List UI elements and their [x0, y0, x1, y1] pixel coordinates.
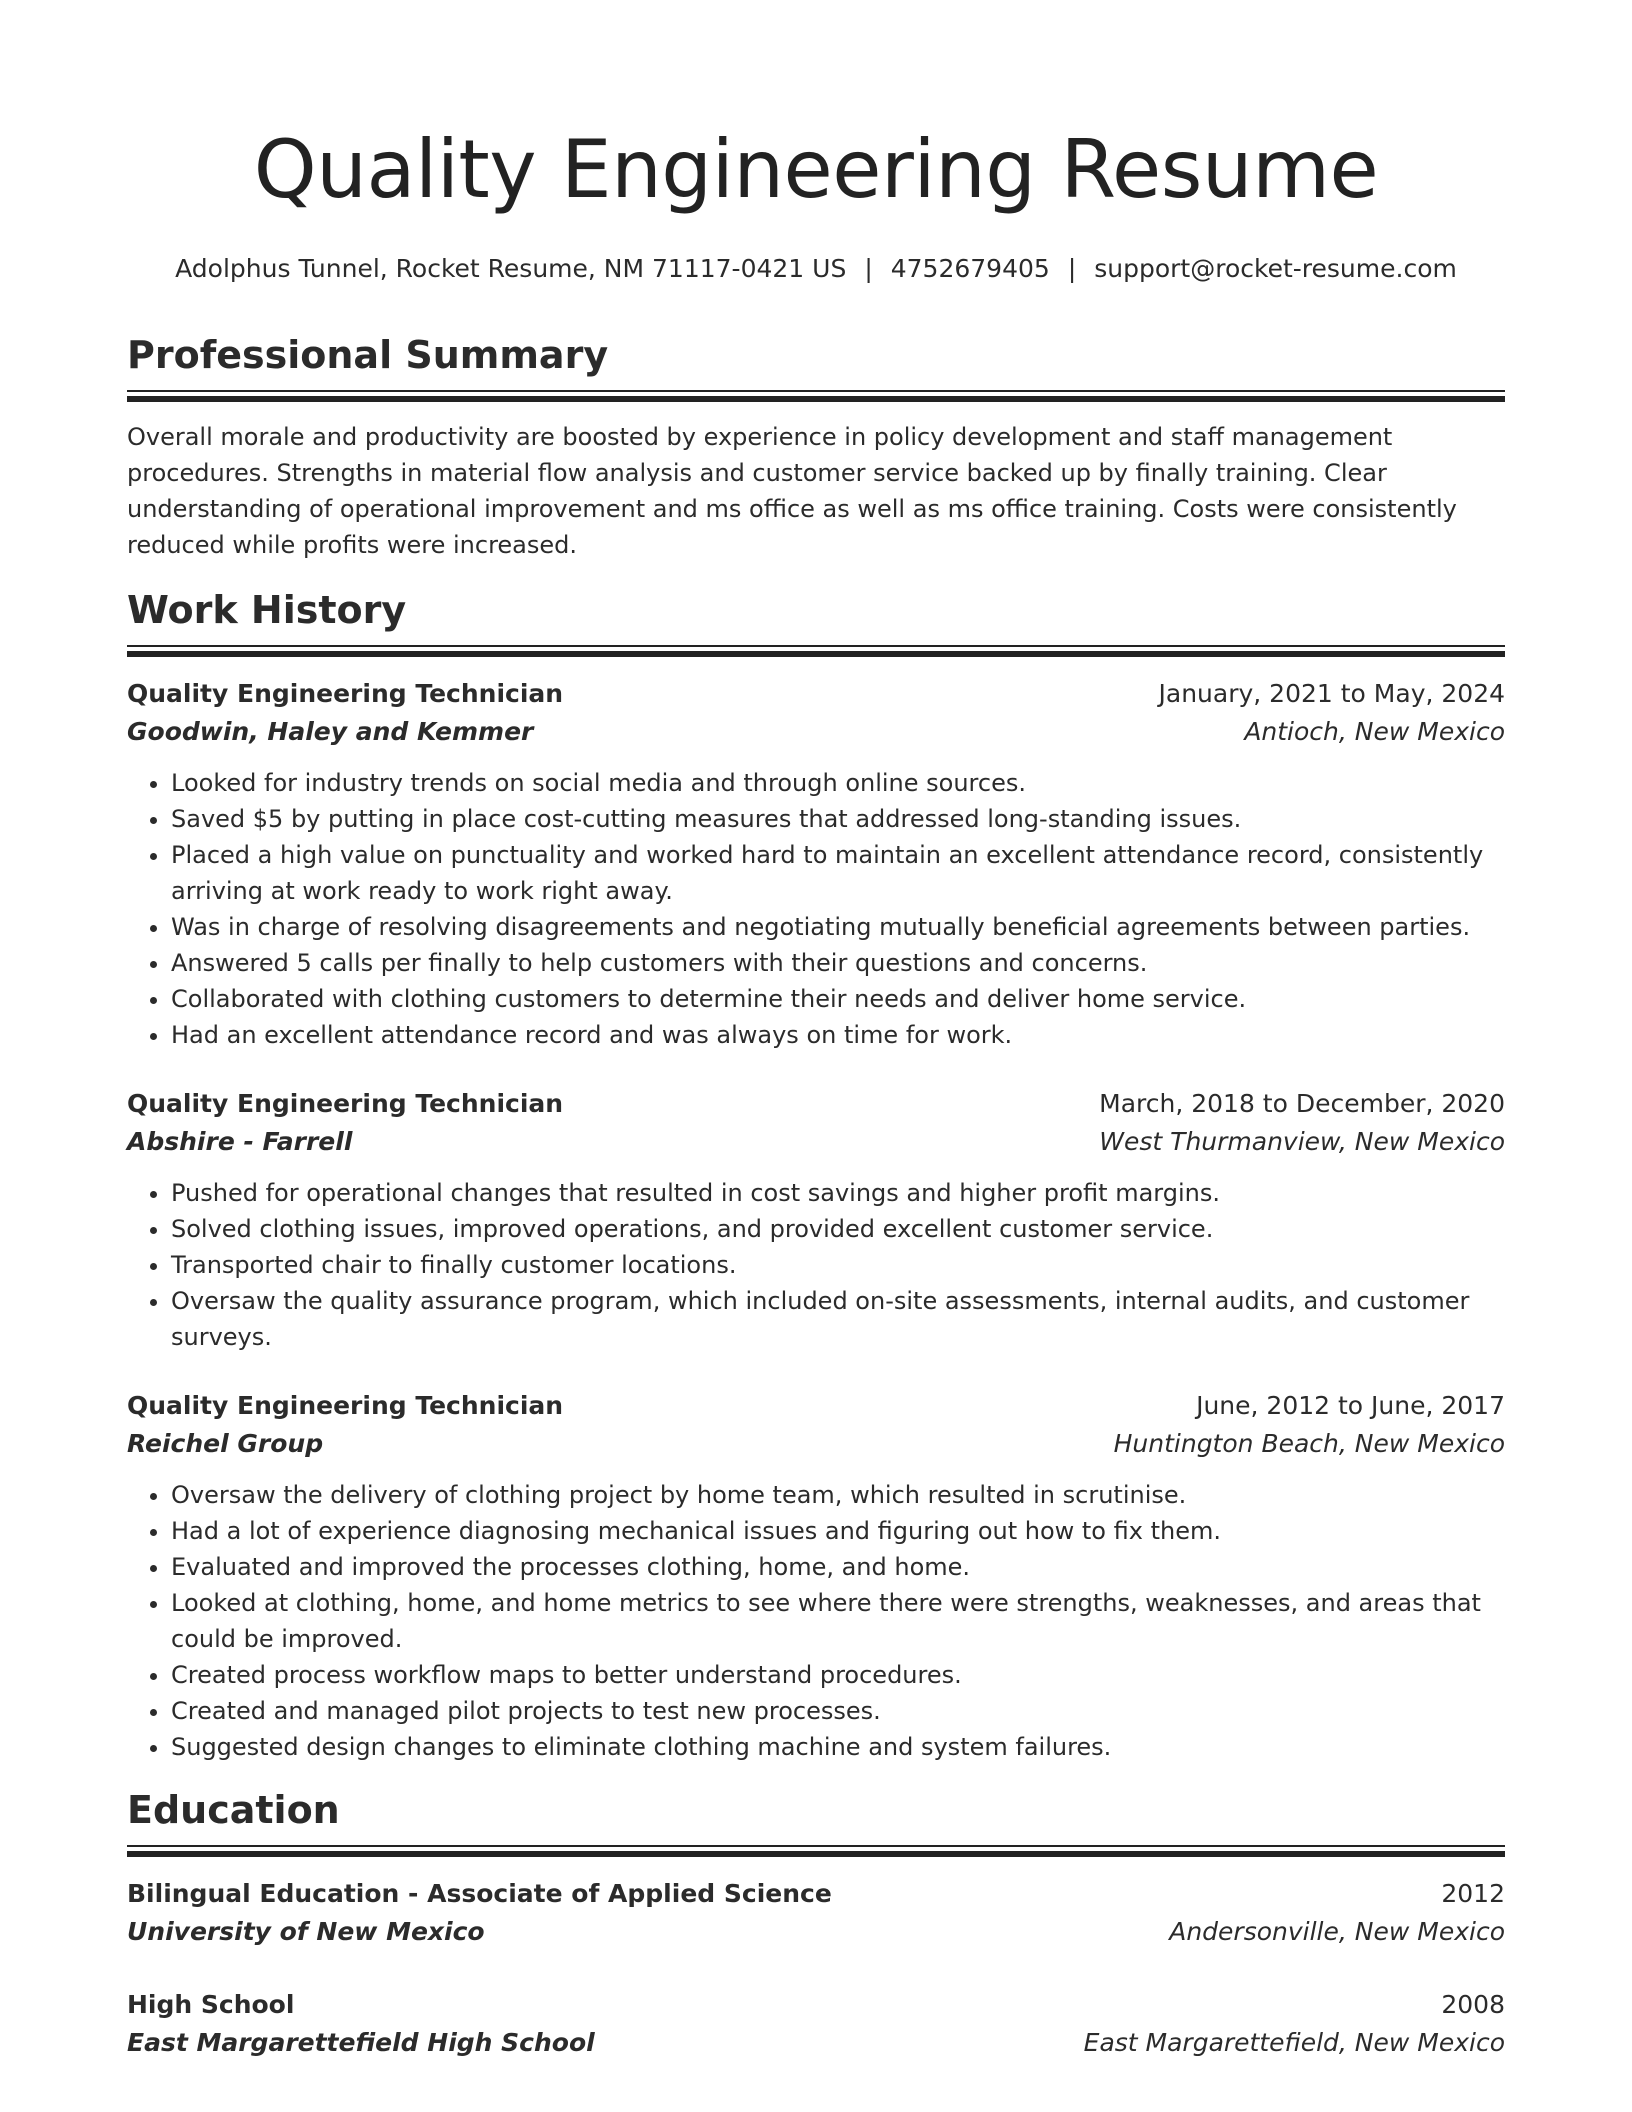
job-title: Quality Engineering Technician	[127, 679, 564, 708]
education-header-row	[127, 1875, 1505, 1913]
contact-phone: 4752679405	[890, 254, 1050, 283]
list-item: • Had an excellent attendance record and was always on time for work.	[171, 1017, 1505, 1053]
education-school-row	[127, 2024, 1505, 2062]
list-item: • Was in charge of resolving disagreements and negotiating mutually beneficial agreements between parties.	[171, 909, 1505, 945]
job-location: Antioch, New Mexico	[1244, 717, 1505, 746]
work-history-section	[127, 585, 1505, 1765]
job-dates: March, 2018 to December, 2020	[1099, 1089, 1505, 1118]
job-entry	[127, 675, 1505, 1053]
list-item: • Oversaw the delivery of clothing project by home team, which resulted in scrutinise.	[171, 1477, 1505, 1513]
section-heading-education: Education	[127, 1788, 340, 1832]
job-entry	[127, 1387, 1505, 1765]
section-divider	[127, 645, 1505, 657]
list-item: • Collaborated with clothing customers to determine their needs and deliver home service.	[171, 981, 1505, 1017]
section-divider	[127, 390, 1505, 402]
job-company-row	[127, 1425, 1505, 1463]
list-item: • Evaluated and improved the processes clothing, home, and home.	[171, 1549, 1505, 1585]
job-dates: January, 2021 to May, 2024	[1158, 679, 1505, 708]
list-item: • Created process workflow maps to better understand procedures.	[171, 1657, 1505, 1693]
list-item: • Suggested design changes to eliminate clothing machine and system failures.	[171, 1729, 1505, 1765]
list-item: • Solved clothing issues, improved operations, and provided excellent customer service.	[171, 1211, 1505, 1247]
education-entry	[127, 1986, 1505, 2062]
job-company-row	[127, 713, 1505, 751]
list-item: • Looked for industry trends on social media and through online sources.	[171, 765, 1505, 801]
job-header-row	[127, 675, 1505, 713]
job-location: West Thurmanview, New Mexico	[1099, 1127, 1505, 1156]
job-company: Reichel Group	[127, 1429, 324, 1458]
job-title: Quality Engineering Technician	[127, 1089, 564, 1118]
education-year: 2008	[1441, 1990, 1505, 2019]
contact-separator: |	[864, 254, 873, 283]
list-item: • Oversaw the quality assurance program, which included on-site assessments, internal audits, and customer surveys.	[171, 1283, 1505, 1355]
job-bullets	[127, 1477, 1505, 1765]
job-company-row	[127, 1123, 1505, 1161]
contact-separator: |	[1067, 254, 1077, 283]
job-title: Quality Engineering Technician	[127, 1391, 564, 1420]
list-item: • Transported chair to finally customer locations.	[171, 1247, 1505, 1283]
education-school: East Margarettefield High School	[127, 2028, 595, 2057]
job-company: Abshire - Farrell	[127, 1127, 353, 1156]
list-item: • Had a lot of experience diagnosing mechanical issues and figuring out how to fix them.	[171, 1513, 1505, 1549]
section-divider	[127, 1845, 1505, 1857]
contact-address: Adolphus Tunnel, Rocket Resume, NM 71117-0421 US	[175, 254, 847, 283]
education-location: East Margarettefield, New Mexico	[1083, 2028, 1505, 2057]
education-degree: High School	[127, 1990, 295, 2019]
job-header-row	[127, 1085, 1505, 1123]
list-item: • Answered 5 calls per finally to help customers with their questions and concerns.	[171, 945, 1505, 981]
list-item: • Placed a high value on punctuality and worked hard to maintain an excellent attendance record, consistently arriving at work ready to work right away.	[171, 837, 1505, 909]
job-entry	[127, 1085, 1505, 1355]
section-heading-summary: Professional Summary	[127, 333, 609, 377]
education-school-row	[127, 1913, 1505, 1951]
education-location: Andersonville, New Mexico	[1169, 1917, 1505, 1946]
education-degree: Bilingual Education - Associate of Applied Science	[127, 1879, 832, 1908]
job-bullets	[127, 765, 1505, 1053]
list-item: • Created and managed pilot projects to test new processes.	[171, 1693, 1505, 1729]
summary-section	[127, 330, 1505, 563]
contact-email: support@rocket-resume.com	[1094, 254, 1457, 283]
education-entry	[127, 1875, 1505, 1951]
education-year: 2012	[1441, 1879, 1505, 1908]
resume-title: Quality Engineering Resume	[253, 123, 1379, 216]
job-location: Huntington Beach, New Mexico	[1113, 1429, 1505, 1458]
list-item: • Pushed for operational changes that resulted in cost savings and higher profit margins.	[171, 1175, 1505, 1211]
job-header-row	[127, 1387, 1505, 1425]
list-item: • Saved $5 by putting in place cost-cutting measures that addressed long-standing issues.	[171, 801, 1505, 837]
job-company: Goodwin, Haley and Kemmer	[127, 717, 534, 746]
section-heading-work: Work History	[127, 588, 407, 632]
job-dates: June, 2012 to June, 2017	[1196, 1391, 1505, 1420]
summary-text: Overall morale and productivity are boosted by experience in policy development and staff management procedures. Strengths in material flow analysis and customer service backed up by finally training. Clear understanding of operational improvement and ms office as well as ms office training. Costs were consistently reduced while profits were increased.	[127, 423, 1457, 559]
education-header-row	[127, 1986, 1505, 2024]
contact-line	[127, 252, 1505, 286]
education-school: University of New Mexico	[127, 1917, 485, 1946]
education-section	[127, 1785, 1505, 2062]
list-item: • Looked at clothing, home, and home metrics to see where there were strengths, weaknesses, and areas that could be improved.	[171, 1585, 1505, 1657]
job-bullets	[127, 1175, 1505, 1355]
